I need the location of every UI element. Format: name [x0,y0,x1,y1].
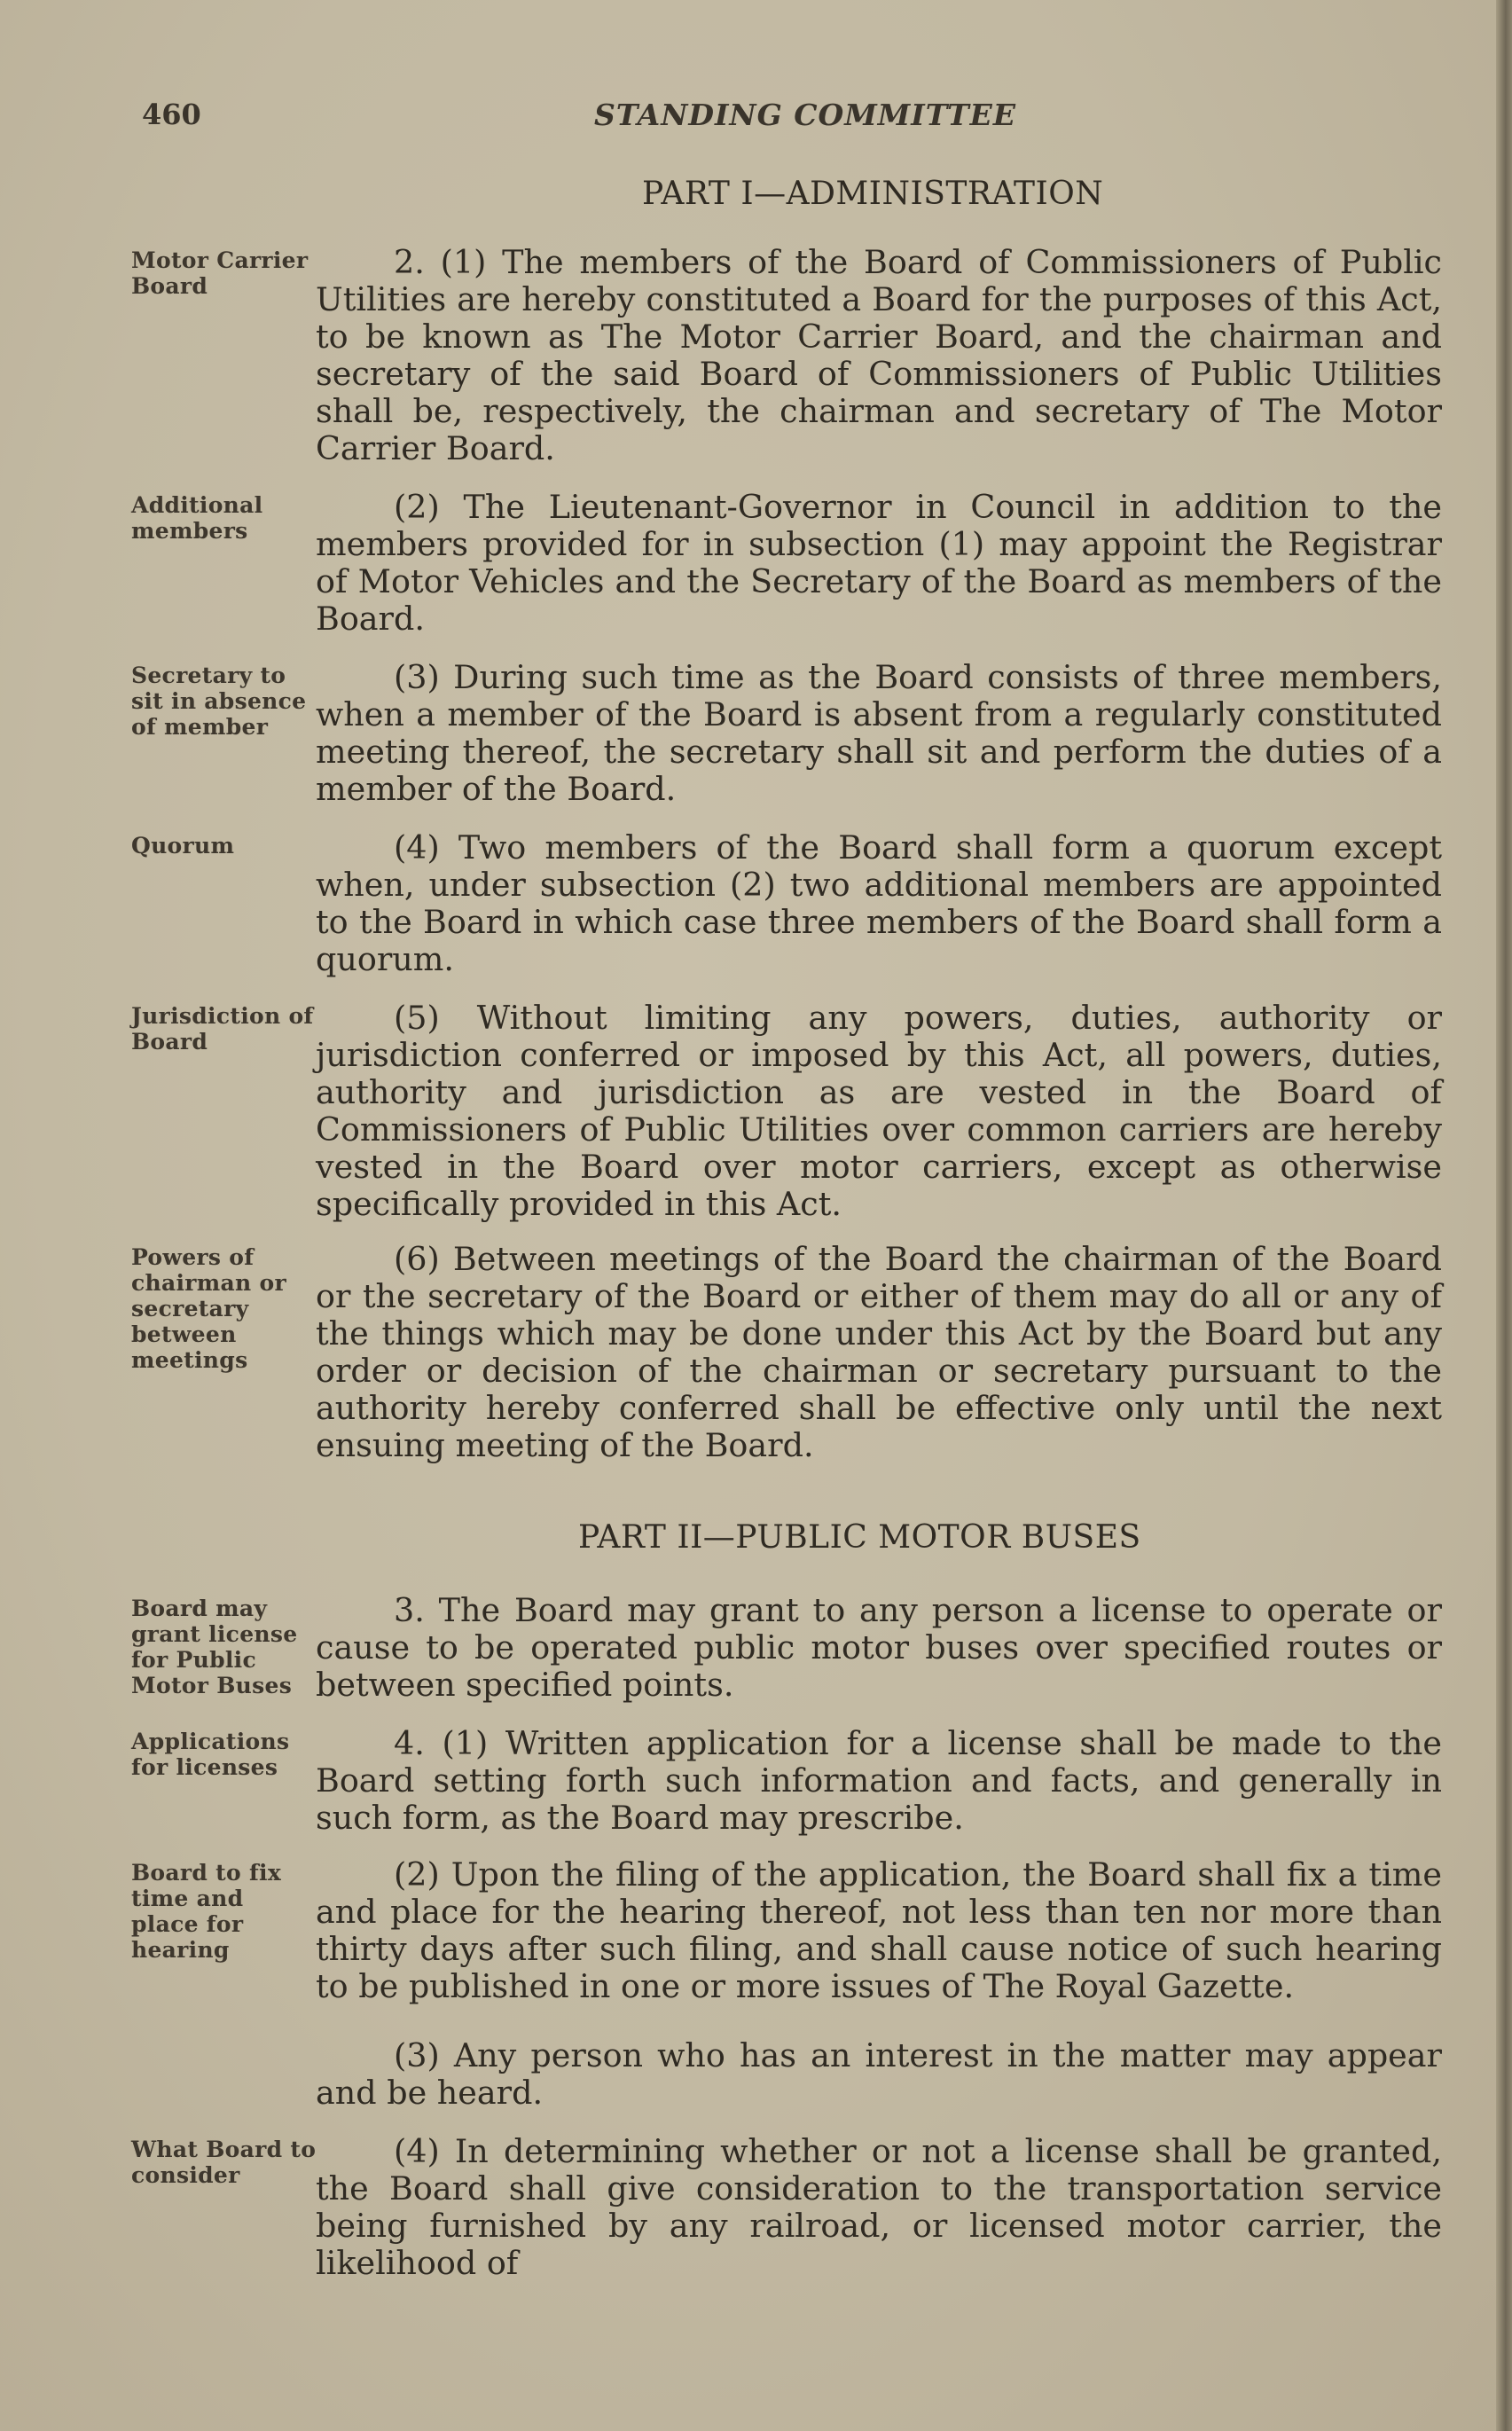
page-edge [1496,0,1512,2431]
section-text: (3) During such time as the Board consists of three members, when a member of the Board is absent from a regularly constituted meeting thereof, the secretary shall sit and perform the duties of a member of the Board. [316,658,1442,808]
margin-note: Applications for licenses [131,1729,290,1780]
section-text: 3. The Board may grant to any person a license to operate or cause to be operated public motor buses over specified routes or between specified points. [316,1591,1442,1704]
section-text: (6) Between meetings of the Board the chairman of the Board or the secretary of the Board or either of them may do all or any of the things which may be done under this Act by the Board but any order or decision of the chairman or secretary pursuant to the authority hereby conferred shall be effective only until the next ensuing meeting of the Board. [316,1240,1442,1464]
part-heading: PART II—PUBLIC MOTOR BUSES [578,1519,1141,1556]
part-heading: PART I—ADMINISTRATION [642,176,1104,212]
section-text: (4) In determining whether or not a license shall be granted, the Board shall give consideration to the transportation service being furnished by any railroad, or licensed motor carrier, the likelihood of [316,2132,1442,2282]
margin-note: Quorum [131,833,235,859]
section-text: 2. (1) The members of the Board of Commissioners of Public Utilities are hereby constituted a Board for the purposes of this Act, to be known as The Motor Carrier Board, and the chairman and secretary of the said Board of Commissioners of Public Utilities shall be, respectively, the chairman and secretary of The Motor Carrier Board. [316,243,1442,467]
running-title: STANDING COMMITTEE [594,98,1016,132]
section-text: (2) The Lieutenant-Governor in Council in addition to the members provided for in subsection (1) may appoint the Registrar of Motor Vehicles and the Secretary of the Board as members of the Board. [316,488,1442,638]
margin-note: What Board to consider [131,2137,317,2188]
margin-note: Powers of chairman or secretary between meetings [131,1244,286,1373]
section-text: (4) Two members of the Board shall form a quorum except when, under subsection (2) two additional members are appointed to the Board in which case three members of the Board shall form a quorum. [316,828,1442,978]
page-number: 460 [142,98,201,131]
margin-note: Motor Carrier Board [131,247,309,299]
margin-note: Jurisdiction of Board [131,1003,314,1055]
margin-note: Additional members [131,492,263,544]
section-text: (5) Without limiting any powers, duties, authority or jurisdiction conferred or imposed by this Act, all powers, duties, authority and jurisdiction as are vested in the Board of Commissioners of Public Utilities over common carriers are hereby vested in the Board over motor carriers, except as otherwise specifically provided in this Act. [316,999,1442,1223]
margin-note: Secretary to sit in absence of member [131,663,307,740]
section-text: (3) Any person who has an interest in the matter may appear and be heard. [316,2036,1442,2112]
page-header [0,98,1499,142]
margin-note: Board to fix time and place for hearing [131,1860,282,1963]
margin-note: Board may grant license for Public Motor Buses [131,1596,298,1698]
section-text: (2) Upon the filing of the application, the Board shall fix a time and place for the hearing thereof, not less than ten nor more than thirty days after such filing, and shall cause notice of such hearing to be published in one or more issues of The Royal Gazette. [316,1855,1442,2005]
section-text: 4. (1) Written application for a license shall be made to the Board setting forth such information and facts, and generally in such form, as the Board may prescribe. [316,1724,1442,1837]
